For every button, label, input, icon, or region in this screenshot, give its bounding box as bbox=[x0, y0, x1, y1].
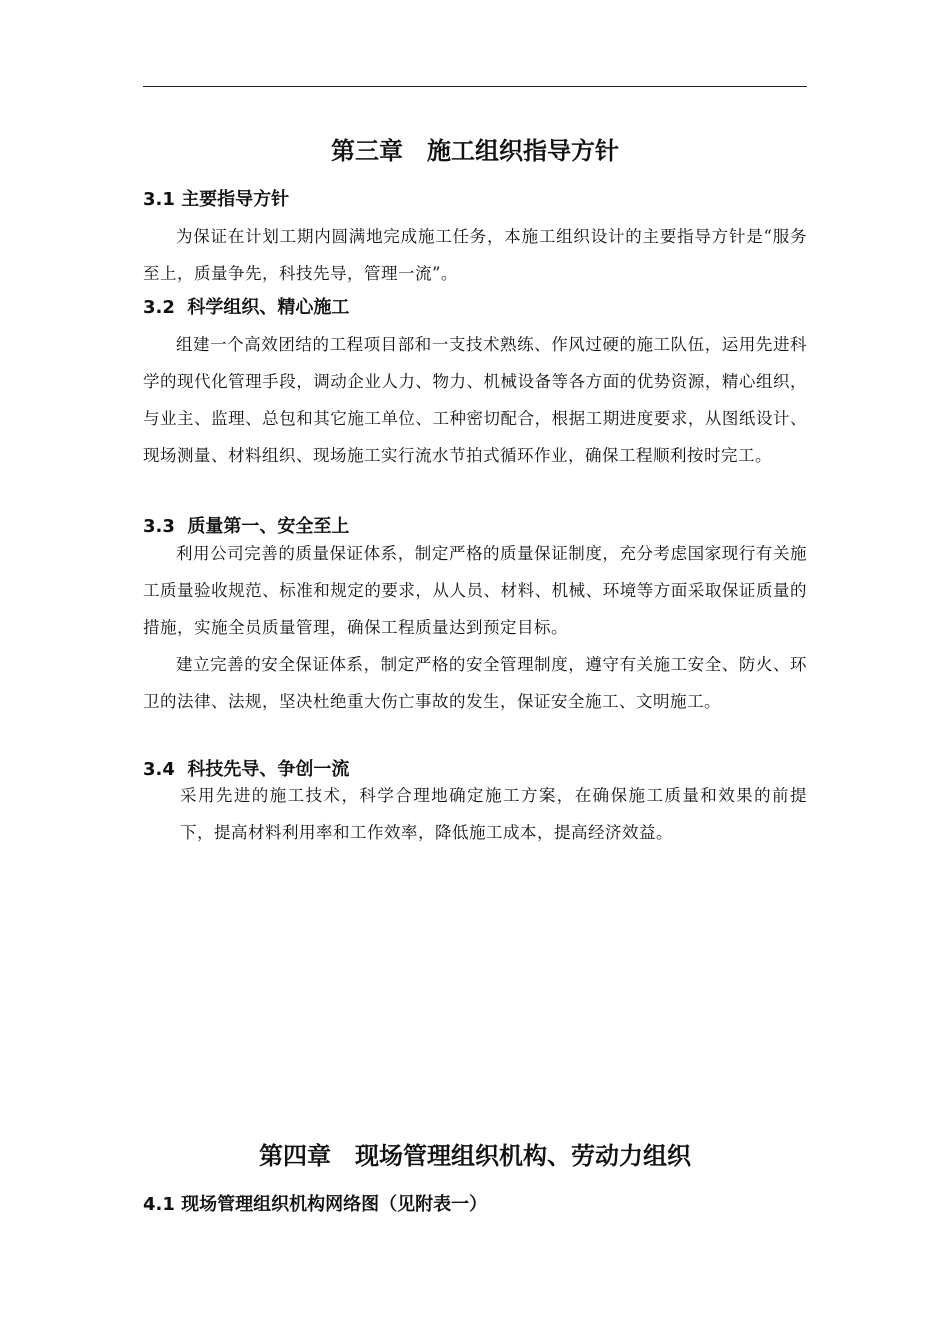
section-3-4-paragraph: 采用先进的施工技术，科学合理地确定施工方案，在确保施工质量和效果的前提下，提高材料利用率和工作效率，降低施工成本，提高经济效益。 bbox=[180, 786, 807, 842]
section-3-3-paragraph-2: 建立完善的安全保证体系，制定严格的安全管理制度，遵守有关施工安全、防火、环卫的法律、法规，坚决杜绝重大伤亡事故的发生，保证安全施工、文明施工。 bbox=[143, 655, 807, 711]
section-4-1-heading: 4.1 现场管理组织机构网络图（见附表一） bbox=[143, 1194, 488, 1215]
header-rule bbox=[143, 86, 807, 87]
section-3-4-heading: 3.4 科技先导、争创一流 bbox=[143, 759, 350, 780]
section-3-3-heading: 3.3 质量第一、安全至上 bbox=[143, 516, 350, 537]
section-3-3-paragraph-1: 利用公司完善的质量保证体系，制定严格的质量保证制度，充分考虑国家现行有关施工质量验收规范、标准和规定的要求，从人员、材料、机械、环境等方面采取保证质量的措施，实施全员质量管理，确保工程质量达到预定目标。 bbox=[143, 544, 807, 637]
section-3-2-heading: 3.2 科学组织、精心施工 bbox=[143, 297, 350, 318]
section-3-2-paragraph: 组建一个高效团结的工程项目部和一支技术熟练、作风过硬的施工队伍，运用先进科学的现代化管理手段，调动企业人力、物力、机械设备等各方面的优势资源，精心组织，与业主、监理、总包和其它施工单位、工种密切配合，根据工期进度要求，从图纸设计、现场测量、材料组织、现场施工实行流水节拍式循环作业，确保工程顺利按时完工。 bbox=[143, 335, 807, 465]
chapter-3-title: 第三章 施工组织指导方针 bbox=[331, 137, 619, 165]
chapter-4-title: 第四章 现场管理组织机构、劳动力组织 bbox=[259, 1142, 691, 1170]
section-3-1-paragraph: 为保证在计划工期内圆满地完成施工任务，本施工组织设计的主要指导方针是“服务至上，质量争先，科技先导，管理一流”。 bbox=[143, 227, 807, 283]
section-3-1-heading: 3.1 主要指导方针 bbox=[143, 189, 290, 210]
